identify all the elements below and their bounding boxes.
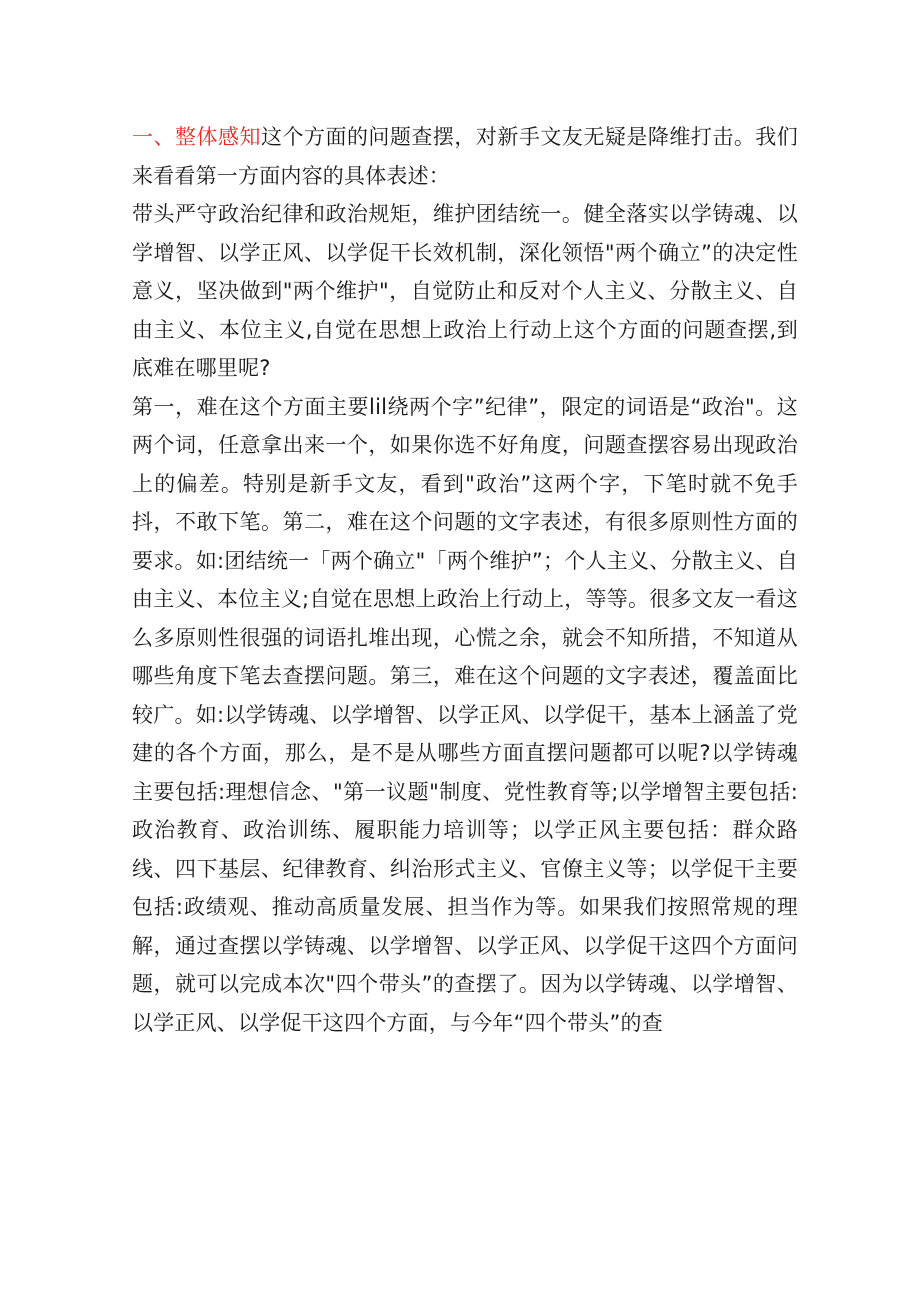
paragraph-analysis: 第一，难在这个方面主要lil绕两个字”纪律”，限定的词语是“政治"。这两个词，任意拿出来一个，如果你选不好角度，问题查摆容易出现政治上的偏差。特别是新手文友，看到"政治”这两个字，下笔时就不免手抖，不敢下笔。第二，难在这个问题的文字表述，有很多原则性方面的要求。如:团结统一「两个确立"「两个维护”；个人主义、分散主义、自由主义、本位主义;自觉在思想上政治上行动上，等等。很多文友一看这么多原则性很强的词语扎堆出现，心慌之余，就会不知所措，不知道从哪些角度下笔去查摆问题。第三，难在这个问题的文字表述，覆盖面比较广。如:以学铸魂、以学增智、以学正风、以学促干，基本上涵盖了党建的各个方面，那么，是不是从哪些方面直摆问题都可以呢?以学铸魂主要包括:理想信念、"第一议题"制度、党性教育等;以学增智主要包括:政治教育、政治训练、履职能力培训等；以学正风主要包括：群众路线、四下基层、纪律教育、纠治形式主义、官僚主义等；以学促干主要包括:政绩观、推动高质量发展、担当作为等。如果我们按照常规的理解，通过查摆以学铸魂、以学增智、以学正风、以学促干这四个方面问题，就可以完成本次"四个带头”的查摆了。因为以学铸魂、以学增智、以学正风、以学促干这四个方面，与今年“四个带头”的查 [132, 394, 798, 1035]
paragraph-quote: 带头严守政治纪律和政治规矩，维护团结统一。健全落实以学铸魂、以学增智、以学正风、以学促干长效机制，深化领悟"两个确立”的决定性意义，坚决做到"两个维护"，自觉防止和反对个人主义、分散主义、自由主义、本位主义,自觉在思想上政治上行动上这个方面的问题查摆,到底难在哪里呢? [132, 202, 798, 380]
intro-text: 这个方面的问题查摆，对新手文友无疑是降维打击。我们来看看第一方面内容的具体表述： [132, 125, 799, 188]
intro-paragraph [132, 118, 798, 195]
document-body [132, 118, 798, 1042]
section-heading: 一、整体感知 [132, 125, 261, 149]
